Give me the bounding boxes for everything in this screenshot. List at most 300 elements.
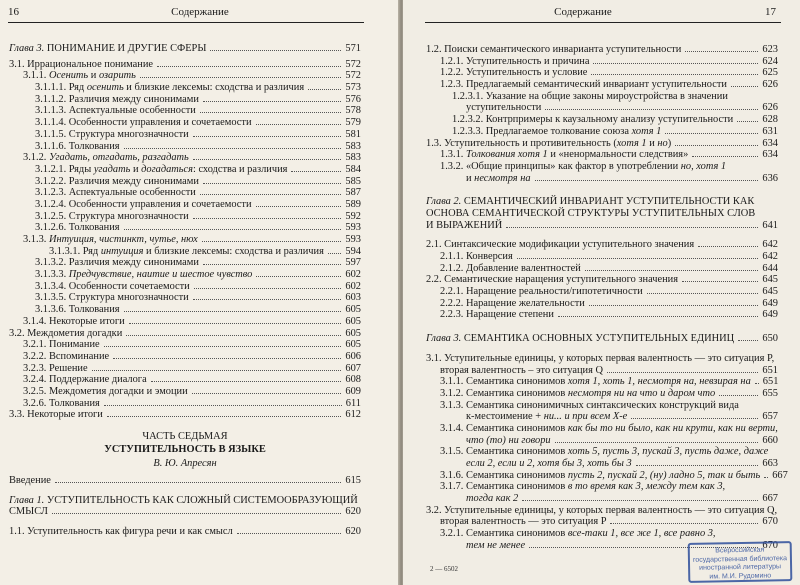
entry-page: 585 [345,175,361,187]
entry-title-part: 1.2.3. Предлагаемый семантический инвариант уступительности [440,79,727,91]
entry-page: 578 [345,105,361,117]
toc-entry[interactable] [426,138,778,150]
entry-title-part: 3.1.2.4. Особенности управления и сочетаемости [35,198,252,210]
entry-title-part: 3.1.2. [23,152,49,164]
dot-leader [129,323,342,324]
entry-page: 626 [762,102,778,114]
entry-title [440,481,727,493]
entry-title-part: 3.1.6. Семантика синонимов [440,469,568,481]
left-header-rule [8,22,364,23]
entry-page: 592 [345,210,361,222]
entry-page: 605 [345,339,361,351]
entry-page: 589 [345,198,361,210]
entry-page: 641 [762,219,778,231]
dot-leader [193,299,342,300]
entry-title [426,353,776,365]
entry-title-part: 3.3. Некоторые итоги [9,409,103,421]
entry-title-part: вторая валентность – это ситуация Q [440,364,604,376]
dot-leader [291,171,341,172]
toc-entry[interactable] [9,292,361,304]
dot-leader [151,381,342,382]
entry-title-part: 3.1.3. Семантика синонимичных синтаксических конструкций вида [440,399,739,411]
chapter3-heading[interactable] [426,333,778,345]
entry-title-part: Угадать, отгадать, разгадать [48,152,189,164]
entry-page: 584 [345,163,361,175]
dot-leader [755,383,759,384]
entry-title [440,149,690,161]
entry-title [9,409,105,421]
entry-title-part: 3.2.2. Вспоминание [23,350,110,362]
toc-entry[interactable] [9,234,361,246]
entry-page: 594 [345,245,361,257]
entry-title [466,458,634,470]
entry-title-part: если 2, если и 2, хотя бы 3, хоть бы 3 [466,458,632,469]
entry-title-part: Глава 3. [9,43,47,54]
toc-entry[interactable] [426,481,778,493]
entry-title: 1.1. Уступительность как фигура речи и как смысл [9,526,233,538]
entry-title [49,246,326,258]
dot-leader [731,86,758,87]
dot-leader [202,241,342,242]
toc-entry[interactable] [426,446,778,458]
dot-leader [692,156,758,157]
dot-leader [194,288,342,289]
entry-title-part: 3.1.3.6. Толкования [35,304,120,316]
dot-leader [535,180,759,181]
entry-title-part: озарить [98,70,136,82]
entry-page: 634 [762,149,778,161]
toc-entry[interactable] [9,316,361,328]
entry-title-part: 3.1.1.1. Ряд [35,82,87,94]
entry-page: 602 [345,269,361,281]
dot-leader [593,63,758,64]
entry-title-part: вторая валентность — это ситуация P [440,516,607,528]
entry-title-part: 3.2.1. Понимание [23,339,100,351]
toc-entry[interactable] [426,353,778,365]
entry-title [452,114,735,126]
entry-title-part: 1.2.3.1. Указание на общие законы мироустройства в значении [452,90,728,102]
entry-page: 605 [345,315,361,327]
dot-leader [140,77,342,78]
toc-entry[interactable] [426,67,778,79]
entry-title [440,400,741,412]
entry-title [440,309,556,321]
entry-title [466,435,553,447]
entry-page: 670 [762,516,778,528]
dot-leader [113,358,341,359]
entry-page: 620 [345,526,361,538]
toc-entry[interactable] [426,56,778,68]
dot-leader [665,133,758,134]
entry-page: 636 [762,172,778,184]
entry-page: 650 [762,333,778,345]
entry-title [23,152,191,164]
toc-entry[interactable] [9,199,361,211]
entry-title [466,173,533,185]
entry-title-part: 3.1.5. Семантика синонимов [440,446,568,458]
entry-title-part: тем не менее [466,539,526,551]
entry-title [23,234,200,246]
toc-entry[interactable] [9,328,361,340]
entry-title [35,281,192,293]
entry-title [23,374,149,386]
entry-title-part: что (то) ни говори [466,434,551,446]
entry-title-part: и [466,172,475,184]
dot-leader [104,405,342,406]
entry-title-part: 3.2.1. Семантика синонимов [440,528,568,540]
entry-title-part: 3.1.4. Некоторые итоги [23,315,125,327]
entry-page: 651 [762,376,779,388]
entry-title-part: 1.3. Уступительность и противительность ( [426,137,617,149]
dot-leader [328,253,342,254]
toc-entry[interactable] [9,94,361,106]
chapter-title-line1: УСТУПИТЕЛЬНОСТЬ КАК СЛОЖНЫЙ СИСТЕМООБРАЗУЮЩИЙ [46,494,358,506]
library-stamp [688,541,793,583]
entry-title-part: 3.1.2.2. Различия между синонимами [35,175,199,187]
toc-entry[interactable] [9,59,361,71]
chapter1-heading[interactable] [9,495,361,507]
entry-page: 602 [345,280,361,292]
entry-title-part: 3.1.1.2. Различия между синонимами [35,93,199,105]
chapter1-heading-cont[interactable] [9,506,361,518]
toc-entry[interactable] [9,187,361,199]
entry-page: 581 [345,128,361,140]
dot-leader [545,109,758,110]
entry-title [35,129,191,141]
entry-title [35,164,289,176]
dot-leader [124,148,342,149]
toc-entry[interactable] [9,386,361,398]
toc-entry[interactable] [426,126,778,138]
entry-title [35,94,201,106]
entry-title [23,398,102,410]
entry-title [440,470,762,482]
dot-leader [555,442,759,443]
entry-title-part: 2.2.1. Наращение реальности/гипотетичности [440,286,643,298]
entry-title [452,91,730,103]
chapter-label: Глава 1. [9,494,45,506]
right-page-number: 17 [765,6,776,18]
entry-page: 649 [762,309,778,321]
dot-leader [193,136,342,137]
entry-page: 593 [345,234,361,245]
entry-title-part: 3.1.7. Семантика синонимов [440,481,568,493]
toc-entry[interactable] [426,286,778,298]
dot-leader [193,218,342,219]
entry-title [440,286,645,298]
toc-entry[interactable] [426,376,778,388]
entry-title-part: 3.1.1.6. Толкования [35,140,120,152]
entry-title-part: Толкования хотя 1 [465,149,548,161]
entry-title-part: интуиция [100,245,144,257]
dot-leader [200,112,342,113]
toc-entry[interactable] [426,114,778,126]
dot-leader [55,482,342,483]
entry-page: 628 [762,114,778,126]
entry-title [9,59,155,71]
dot-leader [203,183,341,184]
dot-leader [591,74,758,75]
entry-page: 667 [762,493,778,505]
entry-title [466,411,629,423]
entry-title-part: догадаться [141,163,193,175]
toc-entry[interactable] [9,43,361,55]
toc-entry[interactable] [426,458,778,470]
toc-entry[interactable] [9,304,361,316]
entry-title [440,56,591,68]
entry-title-part: 3.1.4. Семантика синонимов [440,422,568,434]
toc-entry[interactable] [9,141,361,153]
toc-entry[interactable] [426,91,778,103]
toc-entry[interactable] [9,351,361,363]
toc-entry[interactable] [9,339,361,351]
dot-leader [52,513,341,514]
entry-title-part: 3.1.2.3. Аспектуальные особенности [35,187,196,199]
toc-entry[interactable] [9,82,361,94]
entry-title-part: и [130,163,142,175]
dot-leader [719,395,758,396]
toc-entry[interactable] [426,79,778,91]
toc-entry[interactable] [9,222,361,234]
entry-title-part: несмотря ни на что и даром что [567,387,716,399]
entry-title [440,79,729,91]
entry-title [466,102,543,114]
entry-title-part: 2.2.2. Наращение желательности [440,297,585,309]
toc-entry[interactable] [426,516,778,528]
entry-title [35,105,198,117]
left-toc-entries [9,43,361,421]
entry-page: 607 [345,362,361,374]
toc-entry[interactable] [9,374,361,386]
toc-entry[interactable] [426,365,778,377]
entry-page: 642 [762,251,778,262]
dot-leader [104,346,342,347]
toc-entry[interactable] [426,298,778,310]
entry-title-part: 2.1.1. Конверсия [440,251,513,262]
entry-page: 655 [762,387,778,399]
toc-entry-1-1[interactable] [9,526,361,538]
dot-leader [610,523,758,524]
entry-title-part: хотя 1 [616,137,647,149]
entry-title [35,187,198,199]
entry-page: 623 [762,44,778,55]
toc-entry[interactable] [426,44,778,56]
entry-title-part: 1.3.2. «Общие принципы» как фактор в употреблении [440,160,681,172]
toc-entry[interactable] [426,309,778,321]
entry-page: 611 [345,397,361,409]
entry-title-part: осенить [86,82,124,94]
chapter2-heading[interactable] [426,196,778,208]
entry-title [23,363,90,375]
entry-page: 572 [345,70,361,82]
entry-title [452,126,663,138]
dot-leader [157,66,341,67]
entry-title [35,269,254,281]
entry-title-part: как бы то ни было, как ни крути, как ни верти, [567,422,778,434]
toc-entry[interactable] [9,117,361,129]
entry-page: 624 [762,55,778,67]
entry-title-part: 3.1.3.2. Различия между синонимами [35,257,199,269]
entry-title [9,43,208,55]
entry-title: Введение [9,475,51,486]
toc-entry[interactable] [426,505,778,517]
entry-page: 660 [762,434,778,446]
entry-title [35,257,201,269]
entry-title [440,67,589,79]
entry-page: 603 [345,292,361,304]
toc-entry[interactable] [9,257,361,269]
toc-entry[interactable] [426,400,778,412]
entry-title [440,446,770,458]
toc-entry[interactable] [9,164,361,176]
entry-title-part: 3.1.2.1. Ряды [35,163,94,175]
toc-entry[interactable] [426,388,778,400]
toc-entry[interactable] [9,152,361,164]
toc-entry[interactable] [426,469,788,482]
entry-page: 579 [345,117,361,129]
right-toc [426,44,788,552]
toc-entry[interactable] [9,129,361,141]
entry-title [23,70,138,82]
dot-leader [126,335,341,336]
entry-page: 657 [762,411,778,423]
entry-title-part: 1.2.3.3. Предлагаемое толкование союза [452,125,632,137]
entry-page: 605 [345,304,361,316]
entry-title-part: 3.1.1.3. Аспектуальные особенности [35,105,196,117]
toc-entry[interactable] [426,102,778,114]
toc-entry[interactable] [426,263,778,275]
entry-title-part: и [646,137,658,149]
left-page-number: 16 [8,6,19,18]
entry-title-part: 3.1.2.5. Структура многозначности [35,210,189,222]
entry-title-part: 1.2.2. Уступительность и условие [440,67,588,79]
toc-entry[interactable] [9,176,361,188]
dot-leader [522,500,758,501]
chapter-title-line2: СМЫСЛ [9,506,48,518]
entry-page: 606 [345,350,361,362]
toc-entry[interactable] [9,281,361,293]
dot-leader [737,121,758,122]
toc-entry[interactable] [9,398,361,410]
right-page [403,0,800,585]
stamp-line: государственная библиотека [692,554,788,564]
entry-title [466,493,520,505]
entry-page: 642 [762,239,778,251]
entry-title-part: и «ненормальности следствия» [547,149,689,161]
entry-title [466,540,527,552]
entry-title-part: но, хотя 1 [680,160,727,172]
entry-title-part: 3.1.3. [23,234,49,245]
entry-title [35,141,122,153]
chapter-title-line3: И ВЫРАЖЕНИЙ [426,219,503,231]
entry-page: 667 [772,469,788,481]
toc-entry[interactable] [9,246,361,258]
toc-entry[interactable] [9,363,361,375]
stamp-line: им. М.И. Рудомино [709,571,772,581]
entry-page: 597 [345,257,361,269]
dot-leader [636,465,759,466]
toc-entry[interactable] [9,211,361,223]
entry-title [440,376,753,388]
entry-page: 593 [345,222,361,234]
toc-entry[interactable] [9,409,361,421]
toc-entry[interactable] [9,105,361,117]
toc-entry[interactable] [426,423,778,435]
entry-title [35,292,191,304]
entry-title-part: 3.2. Уступительные единицы, у которых первая валентность — это ситуация Q, [426,504,778,516]
entry-title-part: 1.2.1. Уступительность и причина [440,55,590,67]
entry-title [35,222,122,234]
entry-page: 649 [762,297,778,309]
toc-entry[interactable] [426,149,778,161]
part-author: В. Ю. Апресян [153,458,217,469]
toc-entry[interactable] [426,239,778,251]
entry-title-part: и близкие лексемы: сходства и различия [143,245,324,257]
toc-entry[interactable] [426,435,778,447]
toc-entry[interactable] [426,493,778,505]
chapter-title: СЕМАНТИКА ОСНОВНЫХ УСТУПИТЕЛЬНЫХ ЕДИНИЦ [463,333,735,345]
dot-leader [607,372,758,373]
dot-leader [585,270,759,271]
entry-title-part: 3.2.5. Междометия догадки и эмоции [23,385,188,397]
chapter2-heading-cont[interactable] [426,220,778,232]
entry-title [440,388,717,400]
entry-title-part: 3.2.6. Толкования [23,397,100,409]
entry-title-part: ПОНИМАНИЕ И ДРУГИЕ СФЕРЫ [46,43,207,54]
right-toc-entries-b [426,239,778,321]
toc-entry[interactable] [426,161,778,173]
entry-title-part: Интуиция, чистинкт, чутье, нюх [48,234,198,245]
entry-page: 651 [762,364,778,376]
entry-page: 634 [762,137,778,149]
entry-title-part: 3.2.4. Поддержание диалога [23,374,147,386]
dot-leader [256,206,342,207]
toc-entry[interactable] [426,411,778,423]
entry-title [440,423,780,435]
dot-leader [308,89,341,90]
dot-leader [124,229,342,230]
entry-title-part: 1.2.3.2. Контрпримеры к каузальному анализу уступительности [452,114,734,126]
dot-leader [203,264,341,265]
entry-title-part: 3.1.3.4. Особенности сочетаемости [35,280,190,292]
toc-entry[interactable] [426,274,778,286]
entry-title-part: 3.1.1.5. Структура многозначности [35,128,189,140]
toc-entry-intro[interactable] [9,475,361,487]
dot-leader [210,50,341,51]
entry-title-part: 2.2. Семантические наращения уступительного значения [426,274,679,286]
dot-leader [698,246,758,247]
toc-entry[interactable] [9,70,361,82]
entry-title [23,351,111,363]
dot-leader [237,533,342,534]
entry-title [440,263,583,275]
toc-entry[interactable] [426,251,778,263]
dot-leader [256,276,341,277]
entry-title-part: Предчувствие, наитие и шестое чувство [68,269,253,281]
entry-title-part: хоть 5, пусть 3, пускай 3, пусть даже, даже [567,446,769,458]
entry-page: 644 [762,262,778,274]
toc-entry[interactable] [426,173,778,185]
chapter-label: Глава 3. [426,333,462,345]
toc-entry[interactable] [426,528,778,540]
entry-page: 631 [762,125,778,137]
dot-leader [192,393,342,394]
entry-title-part: 2.1.2. Добавление валентностей [440,262,581,274]
entry-title [35,199,254,211]
chapter-label: Глава 2. [426,196,462,208]
entry-title-part: 2.2.3. Наращение степени [440,309,554,321]
toc-entry[interactable] [9,269,361,281]
